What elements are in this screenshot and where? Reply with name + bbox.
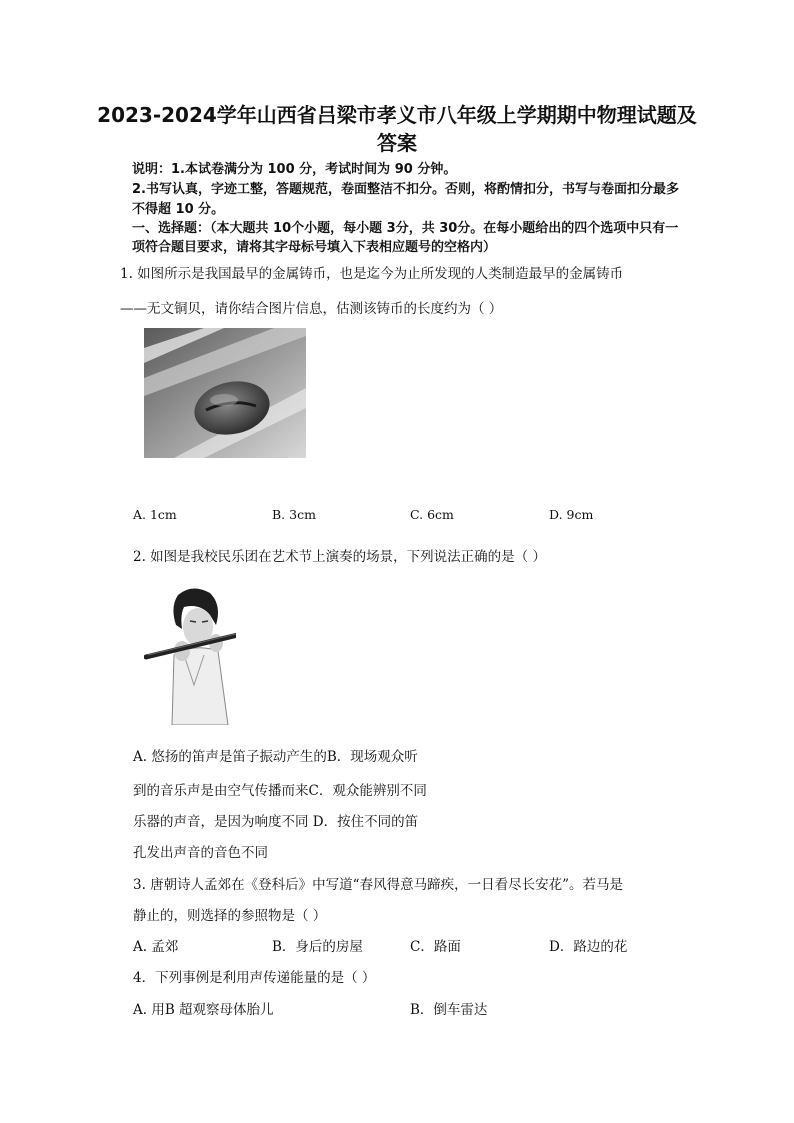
instruction-line-2: 2.书写认真，字迹工整，答题规范，卷面整洁不扣分。否则，将酌情扣分，书写与卷面扣分最多 <box>132 182 679 197</box>
page-title-line1: 2023-2024学年山西省吕梁市孝义市八年级上学期期中物理试题及 <box>97 103 697 127</box>
q4-stem: 4．下列事例是利用声传递能量的是（ ） <box>133 970 376 986</box>
q1-option-d: D. 9cm <box>549 507 594 522</box>
q1-option-b: B. 3cm <box>272 507 316 522</box>
q2-body-line3: 乐器的声音，是因为响度不同 D．按住不同的笛 <box>133 814 419 830</box>
q2-body-line1: A. 悠扬的笛声是笛子振动产生的B．现场观众听 <box>133 749 418 765</box>
q3-option-c: C．路面 <box>410 939 461 955</box>
q3-stem-line2: 静止的，则选择的参照物是（ ） <box>133 908 327 924</box>
section-heading-line2: 项符合题目要求，请将其字母标号填入下表相应题号的空格内） <box>132 240 497 255</box>
q1-option-c: C. 6cm <box>410 507 454 522</box>
q4-option-b: B．倒车雷达 <box>410 1002 488 1018</box>
q3-stem-line1: 3. 唐朝诗人孟郊在《登科后》中写道“春风得意马蹄疾，一日看尽长安花”。若马是 <box>133 877 623 893</box>
instruction-line-3: 不得超 10 分。 <box>132 202 225 217</box>
coin-photo <box>144 328 306 458</box>
q3-option-b: B．身后的房屋 <box>272 939 363 955</box>
q2-body-line2: 到的音乐声是由空气传播而来C．观众能辨别不同 <box>133 783 427 799</box>
flute-player-photo <box>144 585 236 725</box>
q1-option-a: A. 1cm <box>133 507 177 522</box>
q3-option-a: A. 孟郊 <box>133 939 179 955</box>
q2-stem: 2. 如图是我校民乐团在艺术节上演奏的场景，下列说法正确的是（ ） <box>133 549 546 565</box>
q1-stem-line2: ——无文铜贝，请你结合图片信息，估测该铸币的长度约为（ ） <box>120 301 503 317</box>
q4-option-a: A. 用B 超观察母体胎儿 <box>133 1002 274 1018</box>
q2-body-line4: 孔发出声音的音色不同 <box>133 845 268 861</box>
instruction-line-1: 说明：1.本试卷满分为 100 分，考试时间为 90 分钟。 <box>132 162 457 177</box>
section-heading-line1: 一、选择题：（本大题共 10个小题，每小题 3分，共 30分。在每小题给出的四个选项中只有一 <box>132 221 679 236</box>
q1-stem-line1: 1. 如图所示是我国最早的金属铸币，也是迄今为止所发现的人类制造最早的金属铸币 <box>120 266 624 282</box>
page-title-line2: 答案 <box>377 131 417 155</box>
q3-option-d: D．路边的花 <box>549 939 628 955</box>
